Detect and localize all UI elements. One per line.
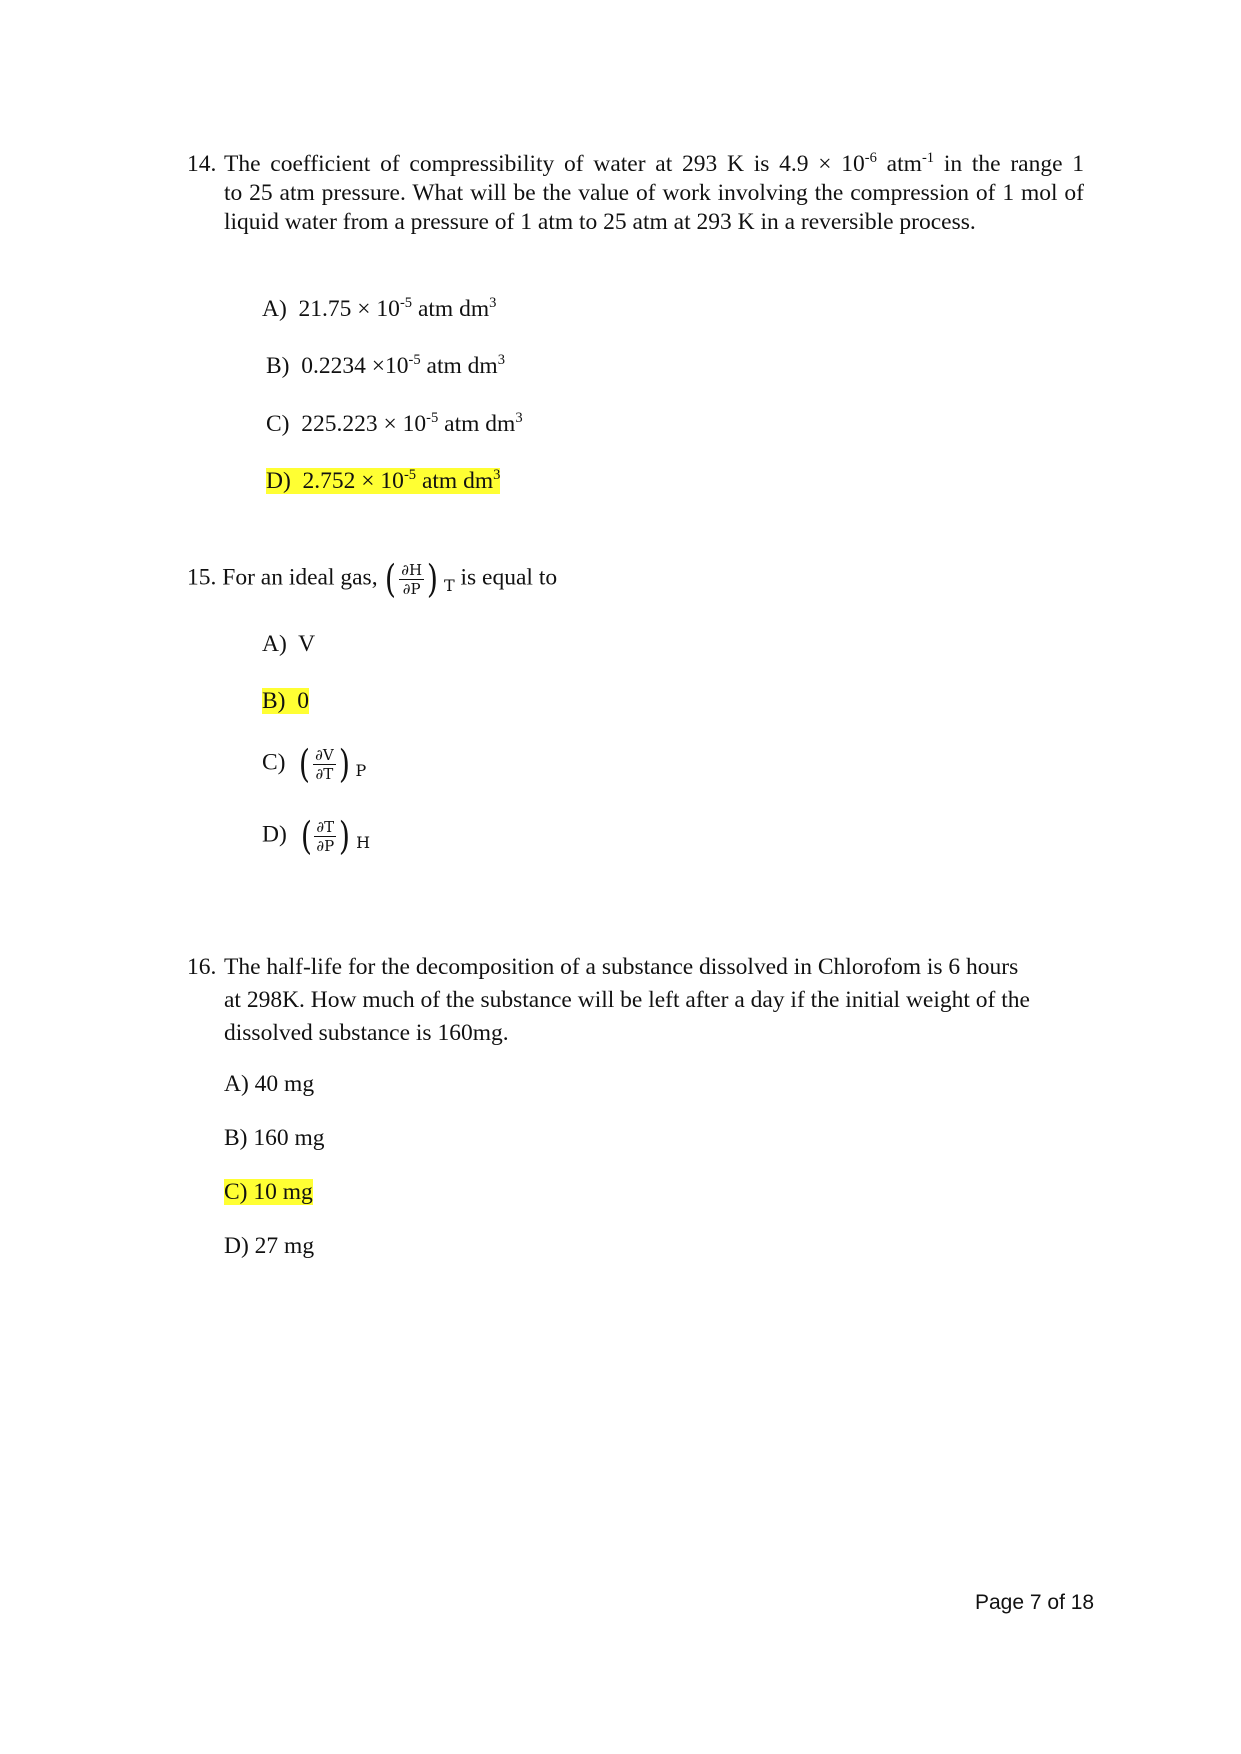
q16-option-b: B) 160 mg: [224, 1125, 325, 1151]
question-number: 16.: [187, 954, 217, 980]
question-text: The coefficient of compressibility of water at 293 K is $4.9 \times 10^{-6}$ atm$^{-1}$ in the range 1: [224, 149, 1084, 177]
answer-highlight: B) 0: [262, 688, 309, 714]
question-text-end: is equal to: [460, 564, 558, 591]
partial-derivative-dH-dP: ( $\frac{\partial H}{\partial P}$ ): [385, 557, 439, 601]
question-16: 16. The half-life for the decomposition of a substance dissolved in Chlorofom is 6 hours at 298K. How much of the substance will be left after a day if the initial weight of the dissolved substance is 160mg.: [187, 951, 1087, 1050]
q16-option-d: D) 27 mg: [224, 1233, 315, 1259]
partial-derivative-dT-dP: ( $\frac{\partial T}{\partial P}$ ): [300, 814, 351, 858]
q15-option-a: A) V: [262, 631, 316, 657]
question-text: For an ideal gas,: [222, 564, 378, 591]
question-text-continued: to 25 atm pressure. What will be the value of work involving the compression of 1 mol of liquid water from a pressure of 1 atm to 25 atm at 293 K in a reversible process.: [224, 180, 1084, 235]
q14-option-a: A) $21.75 \times 10^{-5}$ atm $dm^3$: [262, 294, 497, 322]
q14-option-c: C) $225.223 \times 10^{-5}$ atm $dm^3$: [266, 409, 523, 437]
question-number: 15.: [187, 564, 217, 591]
question-15: 15. For an ideal gas, ( $\frac{\partial H}{\partial P}$ ) $_T$ is equal to: [187, 557, 558, 601]
q15-option-b-highlighted: [262, 687, 309, 716]
page-number: Page 7 of 18: [975, 1591, 1095, 1614]
q16-option-a: A) 40 mg: [224, 1071, 315, 1097]
answer-highlight: D) $2.752 \times 10^{-5}$ atm $dm^3$: [266, 466, 501, 494]
partial-derivative-dV-dT: ( $\frac{\partial V}{\partial T}$ ): [299, 742, 350, 786]
answer-highlight: C) 10 mg: [224, 1179, 313, 1205]
q15-option-c: C) ( $\frac{\partial V}{\partial T}$ ) $_P$: [262, 742, 367, 786]
q15-option-d: D) ( $\frac{\partial T}{\partial P}$ ) $_H$: [262, 814, 371, 858]
question-14: [187, 150, 1084, 237]
question-number: 14.: [187, 151, 217, 177]
q14-option-b: B) $0.2234 \times 10^{-5}$ atm $dm^3$: [266, 351, 505, 379]
q14-option-d-highlighted: [266, 467, 500, 496]
q16-option-c-highlighted: [224, 1178, 313, 1207]
